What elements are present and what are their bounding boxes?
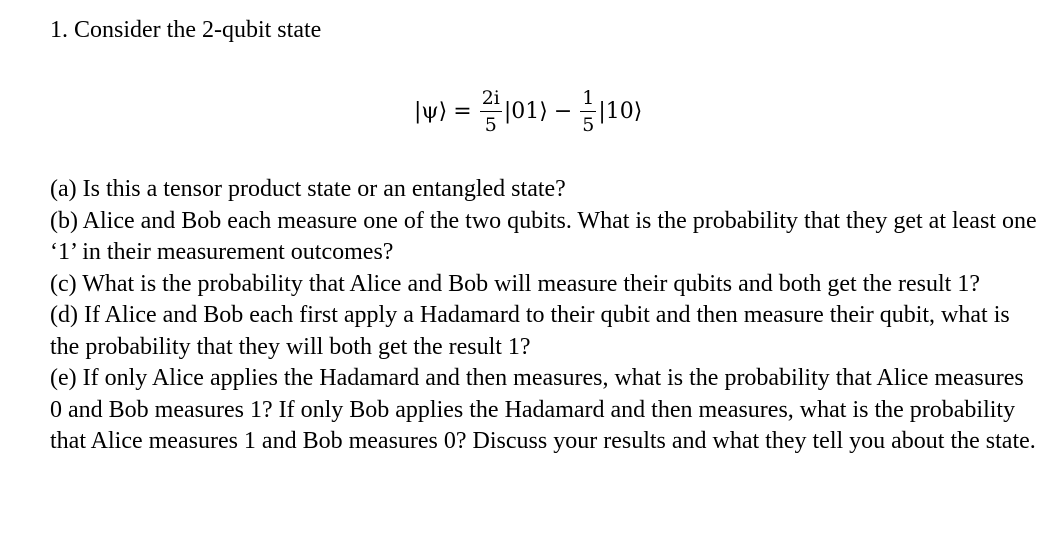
question-a: (a) Is this a tensor product state or an entangled state? [50, 176, 566, 202]
equals-sign: = [453, 98, 472, 124]
state-ket: |ψ⟩ [414, 98, 448, 124]
fraction-denominator: 5 [582, 113, 595, 136]
fraction-numerator: 2i [480, 87, 502, 112]
problem-heading: 1. Consider the 2-qubit state [50, 17, 322, 43]
minus-sign: − [553, 98, 573, 124]
fraction-term2 [580, 87, 596, 136]
question-b: (b) Alice and Bob each measure one of the two qubits. What is the probability that they get at least one ‘1’ in their measurement outcomes? [50, 207, 1037, 265]
question-c: (c) What is the probability that Alice and Bob will measure their qubits and both get the result 1? [50, 270, 980, 297]
fraction-denominator: 5 [484, 113, 497, 136]
basis-ket-10: |10⟩ [598, 98, 643, 124]
fraction-numerator: 1 [580, 87, 596, 112]
fraction-term1 [480, 87, 502, 136]
question-e: (e) If only Alice applies the Hadamard and then measures, what is the probability that Alice measures 0 and Bob measures 1? If only Bob applies the Hadamard and then measures, what is the probability that Alice measures 1 and Bob measures 0? Discuss your results and what they tell you about the state. [50, 365, 1036, 454]
question-d: (d) If Alice and Bob each first apply a Hadamard to their qubit and then measure their qubit, what is the probability that they will both get the result 1? [50, 302, 1010, 360]
basis-ket-01: |01⟩ [503, 98, 548, 124]
question-list [50, 174, 1040, 458]
state-equation [414, 74, 642, 148]
